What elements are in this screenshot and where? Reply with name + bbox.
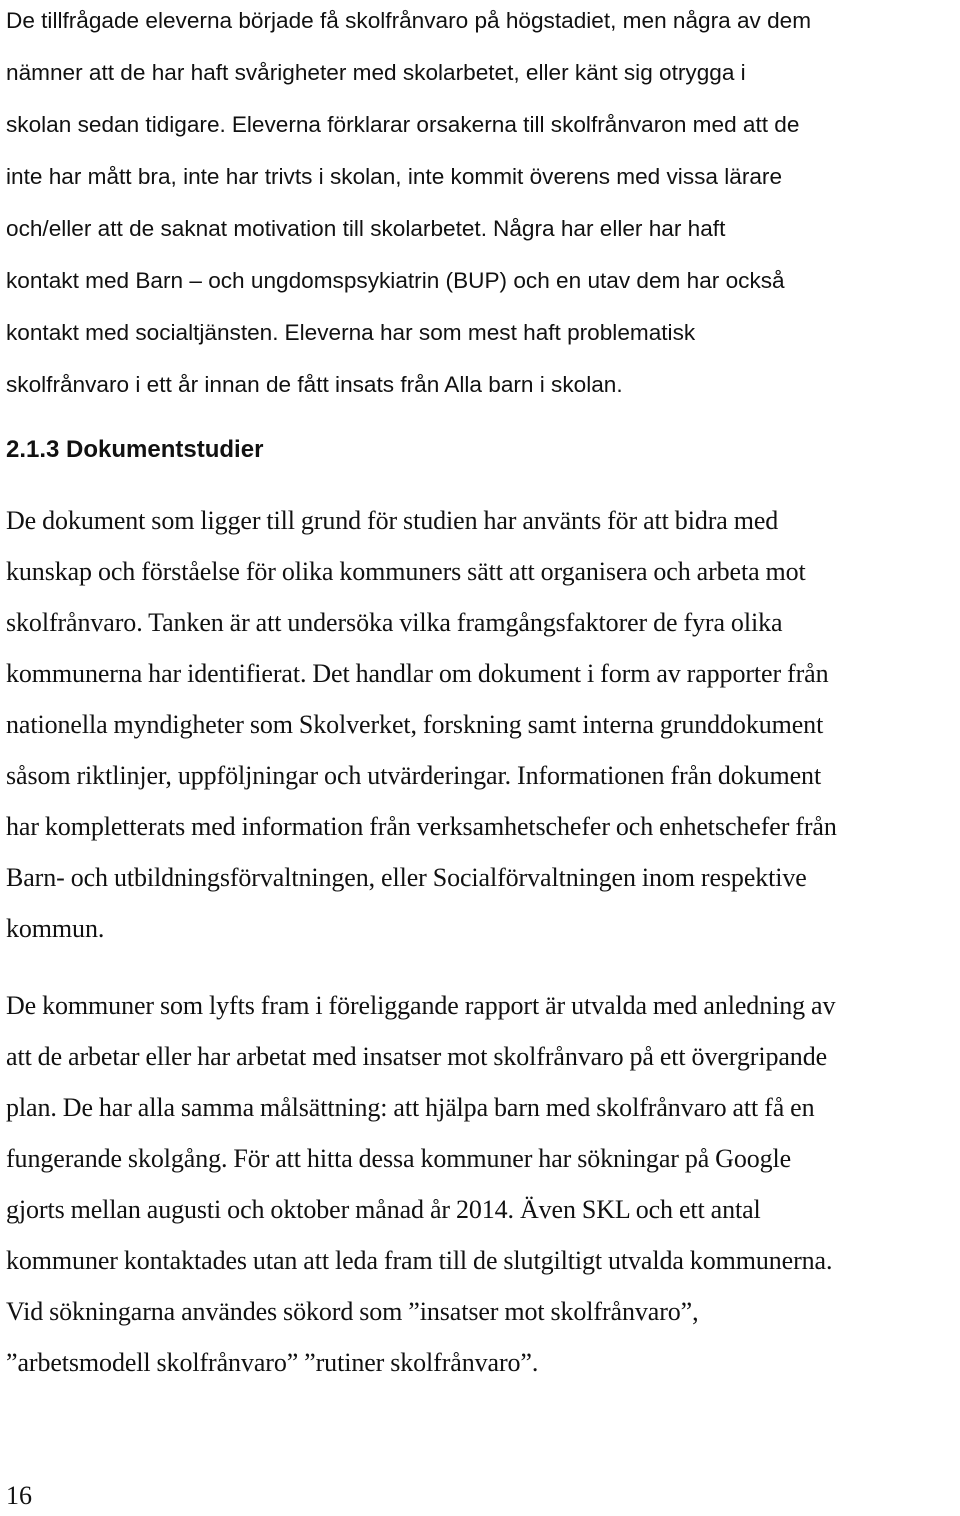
text-line: De tillfrågade eleverna började få skolfrånvaro på högstadiet, men några av dem xyxy=(6,8,812,33)
text-line: och/eller att de saknat motivation till skolarbetet. xyxy=(6,216,487,241)
text-line: De dokument som ligger till grund för studien har använts för att bidra med xyxy=(6,506,779,535)
text-line: kommunerna har identifierat. Det handlar om dokument i form av rapporter från xyxy=(6,659,829,688)
text-line: gjorts mellan augusti och oktober månad år 2014. Även SKL och ett antal xyxy=(6,1195,761,1224)
text-line: Några har eller har haft xyxy=(493,216,726,241)
text-line: Barn- och utbildningsförvaltningen, eller Socialförvaltningen inom respektive xyxy=(6,863,807,892)
text-line: skolfrånvaro i ett år innan de fått insats från Alla barn i skolan. xyxy=(6,372,623,397)
page-number: 16 xyxy=(6,1481,32,1510)
text-line: fungerande skolgång. För att hitta dessa kommuner har sökningar på Google xyxy=(6,1144,792,1173)
text-line: skolan sedan tidigare. xyxy=(6,112,226,137)
text-line: nämner att de har haft svårigheter med skolarbetet, eller känt sig otrygga i xyxy=(6,60,746,85)
text-line: nationella myndigheter som Skolverket, forskning samt interna grunddokument xyxy=(6,710,824,739)
text-line: kunskap och förståelse för olika kommuners sätt att organisera och arbeta mot xyxy=(6,557,806,586)
text-line: kommun. xyxy=(6,914,105,943)
text-line: såsom riktlinjer, uppföljningar och utvärderingar. Informationen från dokument xyxy=(6,761,822,790)
text-line: De kommuner som lyfts fram i föreliggande rapport är utvalda med anledning av xyxy=(6,991,836,1020)
text-line: Eleverna har som mest haft problematisk xyxy=(284,320,696,345)
text-line: ”arbetsmodell skolfrånvaro” ”rutiner skolfrånvaro”. xyxy=(6,1348,539,1377)
text-line: att de arbetar eller har arbetat med insatser mot skolfrånvaro på ett övergripande xyxy=(6,1042,828,1071)
paragraph-dokumentstudier xyxy=(6,495,958,954)
text-line: Vid sökningarna användes sökord som ”insatser mot skolfrånvaro”, xyxy=(6,1297,699,1326)
text-line: kommuner kontaktades utan att leda fram till de slutgiltigt utvalda kommunerna. xyxy=(6,1246,833,1275)
text-line: plan. De har alla samma målsättning: att hjälpa barn med skolfrånvaro att få en xyxy=(6,1093,815,1122)
text-line: kontakt med Barn – och ungdomspsykiatrin (BUP) och en utav dem har också xyxy=(6,268,785,293)
text-line: skolfrånvaro. Tanken är att undersöka vilka framgångsfaktorer de fyra olika xyxy=(6,608,783,637)
paragraph-elevernas-bakgrund xyxy=(6,0,958,410)
text-line: kontakt med socialtjänsten. xyxy=(6,320,279,345)
paragraph-kommuner xyxy=(6,980,958,1388)
text-line: Eleverna förklarar orsakerna till skolfrånvaron med att de xyxy=(231,112,800,137)
text-line: inte har mått bra, inte har trivts i skolan, inte kommit överens med vissa lärare xyxy=(6,164,783,189)
section-heading: 2.1.3 Dokumentstudier xyxy=(6,436,264,463)
text-line: har kompletterats med information från verksamhetschefer och enhetschefer från xyxy=(6,812,837,841)
